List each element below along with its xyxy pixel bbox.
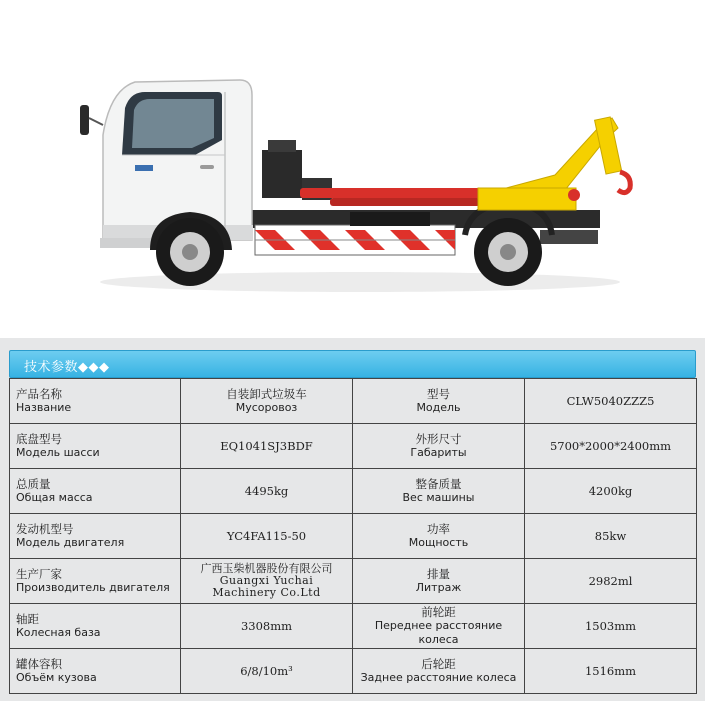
- spec-table: [9, 378, 697, 694]
- spec-value: 自装卸式垃圾车 Мусоровоз: [181, 379, 353, 424]
- spec-label: 整备质量 Вес машины: [353, 469, 525, 514]
- spec-label: 总质量 Общая масса: [10, 469, 181, 514]
- spec-label: 底盘型号 Модель шасси: [10, 424, 181, 469]
- spec-label: 排量 Литраж: [353, 559, 525, 604]
- side-guard: [255, 225, 475, 255]
- spec-value: 4200kg: [525, 469, 697, 514]
- spec-value: 6/8/10m³: [181, 649, 353, 694]
- spec-header-title: 技术参数◆◆◆: [24, 360, 110, 375]
- spec-value: 85kw: [525, 514, 697, 559]
- spec-value: YC4FA115-50: [181, 514, 353, 559]
- spec-value: 1503mm: [525, 604, 697, 649]
- table-row: [10, 469, 697, 514]
- spec-label: 后轮距 Заднее расстояние колеса: [353, 649, 525, 694]
- table-row: [10, 649, 697, 694]
- table-row: [10, 514, 697, 559]
- table-row: [10, 559, 697, 604]
- spec-value: 广西玉柴机器股份有限公司 Guangxi Yuchai Machinery Co.Ltd: [181, 559, 353, 604]
- spec-label: 罐体容积 Объём кузова: [10, 649, 181, 694]
- table-row: [10, 379, 697, 424]
- spec-value: 1516mm: [525, 649, 697, 694]
- spec-label: 前轮距 Переднее расстояние колеса: [353, 604, 525, 649]
- spec-value: CLW5040ZZZ5: [525, 379, 697, 424]
- spec-panel: [9, 350, 696, 695]
- table-row: [10, 424, 697, 469]
- spec-label: 产品名称 Название: [10, 379, 181, 424]
- spec-label: 型号 Модель: [353, 379, 525, 424]
- table-row: [10, 604, 697, 649]
- spec-label: 功率 Мощность: [353, 514, 525, 559]
- spec-value: EQ1041SJ3BDF: [181, 424, 353, 469]
- spec-value: 3308mm: [181, 604, 353, 649]
- spec-label: 外形尺寸 Габариты: [353, 424, 525, 469]
- truck-photo: [0, 0, 705, 338]
- spec-label: 发动机型号 Модель двигателя: [10, 514, 181, 559]
- spec-value: 5700*2000*2400mm: [525, 424, 697, 469]
- spec-header: [9, 350, 696, 378]
- spec-label: 生产厂家 Производитель двигателя: [10, 559, 181, 604]
- spec-value: 4495kg: [181, 469, 353, 514]
- spec-label: 轴距 Колесная база: [10, 604, 181, 649]
- spec-value: 2982ml: [525, 559, 697, 604]
- hook-lift-garbage-truck-image: [0, 0, 705, 338]
